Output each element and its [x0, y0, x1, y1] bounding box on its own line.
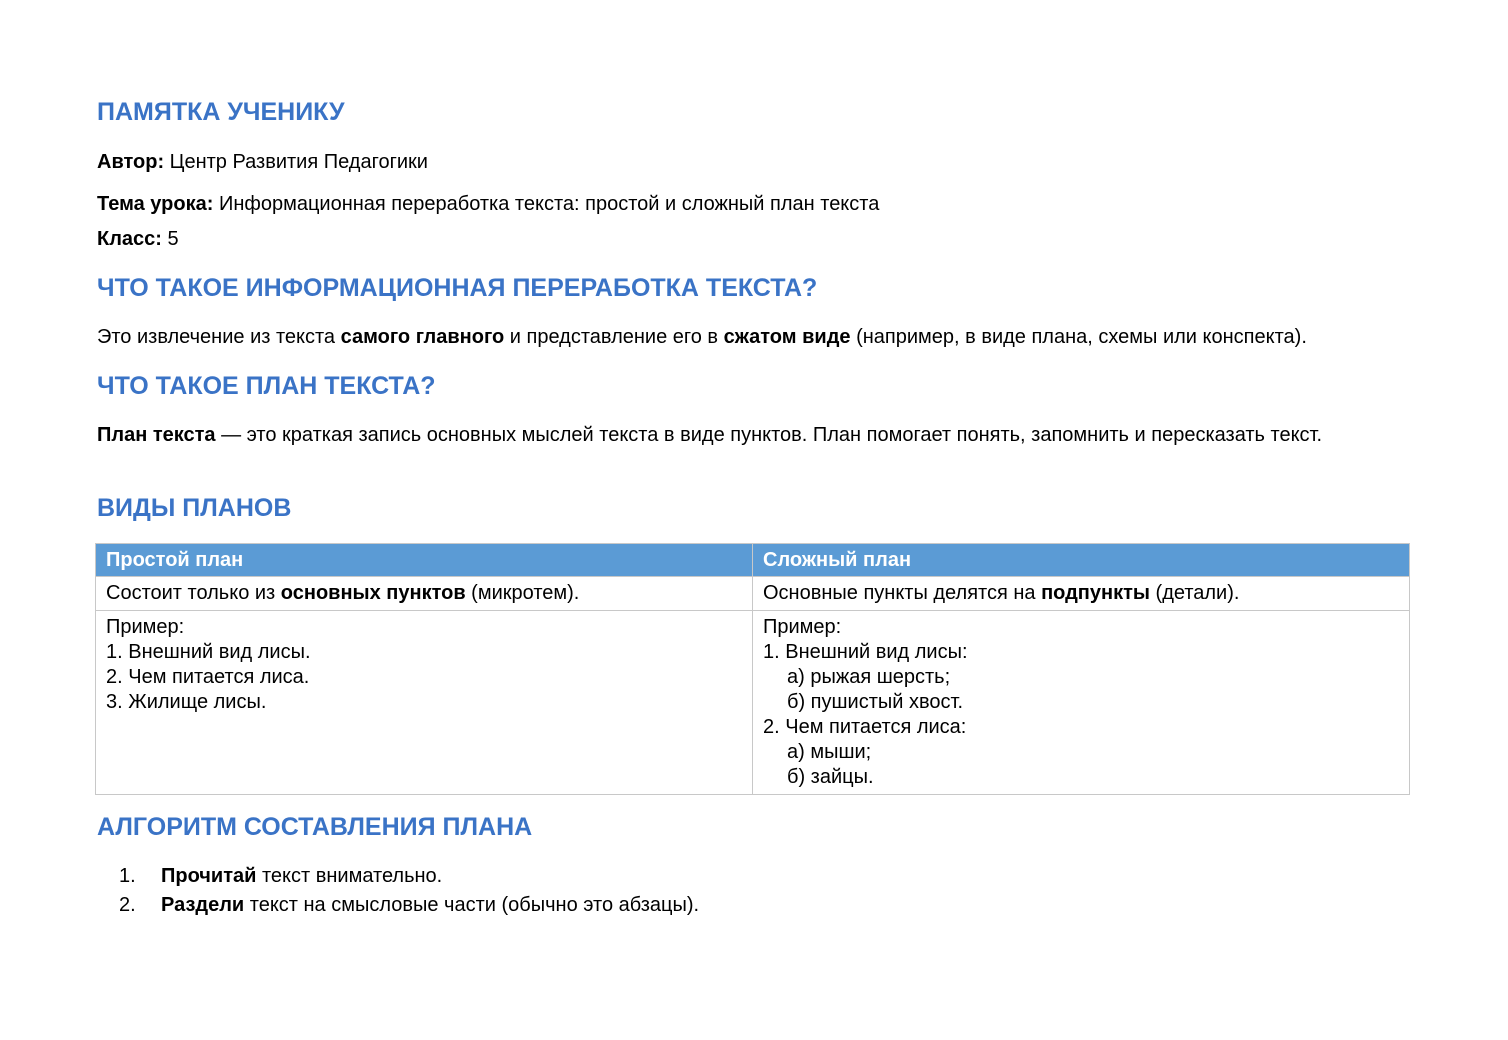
table-row: [96, 577, 1410, 611]
list-item: 1. Внешний вид лисы:: [763, 641, 968, 663]
table-header-simple: Простой план: [96, 544, 753, 577]
author-line: [97, 150, 1417, 174]
table-header-row: [96, 544, 1410, 577]
step-text: текст внимательно.: [256, 865, 443, 887]
simple-example-cell: [96, 611, 753, 795]
section-heading-processing: ЧТО ТАКОЕ ИНФОРМАЦИОННАЯ ПЕРЕРАБОТКА ТЕКСТА?: [97, 274, 818, 302]
author-label: Автор:: [97, 151, 165, 173]
bold-run: сжатом виде: [723, 326, 851, 348]
text-run: (микротем).: [465, 582, 580, 604]
algorithm-steps: [97, 864, 699, 922]
bold-run: подпункты: [1041, 582, 1150, 604]
step-text: текст на смысловые части (обычно это абзацы).: [244, 894, 700, 916]
topic-label: Тема урока:: [97, 193, 214, 215]
topic-value: Информационная переработка текста: простой и сложный план текста: [218, 193, 880, 215]
list-item: 2. Чем питается лиса.: [106, 666, 310, 688]
text-run: Состоит только из: [106, 582, 281, 604]
grade-value: 5: [167, 228, 179, 250]
text-run: (детали).: [1149, 582, 1240, 604]
sub-item: б) зайцы.: [787, 766, 874, 788]
plan-definition: [97, 423, 1417, 448]
list-item: 3. Жилище лисы.: [106, 691, 267, 713]
complex-description-cell: [753, 577, 1410, 611]
list-item: [97, 893, 699, 922]
author-value: Центр Развития Педагогики: [169, 151, 428, 173]
section-heading-plan: ЧТО ТАКОЕ ПЛАН ТЕКСТА?: [97, 372, 436, 400]
example-label: Пример:: [106, 616, 185, 638]
section-heading-plan-types: ВИДЫ ПЛАНОВ: [97, 494, 292, 522]
topic-line: [97, 192, 1417, 216]
simple-description-cell: [96, 577, 753, 611]
plan-types-table: [95, 543, 1410, 795]
text-run: Основные пункты делятся на: [763, 582, 1042, 604]
step-number: 1.: [119, 865, 136, 887]
sub-item: а) мыши;: [787, 741, 872, 763]
section-heading-algorithm: АЛГОРИТМ СОСТАВЛЕНИЯ ПЛАНА: [97, 813, 533, 841]
step-verb: Раздели: [161, 894, 245, 916]
table-row: [96, 611, 1410, 795]
sub-item: а) рыжая шерсть;: [787, 666, 951, 688]
grade-line: [97, 227, 1417, 251]
grade-label: Класс:: [97, 228, 162, 250]
step-verb: Прочитай: [161, 865, 257, 887]
list-item: 2. Чем питается лиса:: [763, 716, 967, 738]
text-run: — это краткая запись основных мыслей текста в виде пунктов. План помогает понять, запомнить и пересказать текст.: [215, 424, 1323, 446]
list-item: 1. Внешний вид лисы.: [106, 641, 311, 663]
page-title: ПАМЯТКА УЧЕНИКУ: [97, 98, 345, 126]
complex-example-cell: [753, 611, 1410, 795]
bold-run: самого главного: [340, 326, 505, 348]
text-run: и представление его в: [504, 326, 724, 348]
text-run: Это извлечение из текста: [97, 326, 341, 348]
table-header-complex: Сложный план: [753, 544, 1410, 577]
processing-definition: [97, 325, 1417, 349]
bold-run: основных пунктов: [280, 582, 466, 604]
bold-run: План текста: [97, 424, 216, 446]
text-run: (например, в виде плана, схемы или конспекта).: [850, 326, 1307, 348]
example-label: Пример:: [763, 616, 842, 638]
sub-item: б) пушистый хвост.: [787, 691, 964, 713]
step-number: 2.: [119, 894, 136, 916]
list-item: [97, 864, 699, 893]
